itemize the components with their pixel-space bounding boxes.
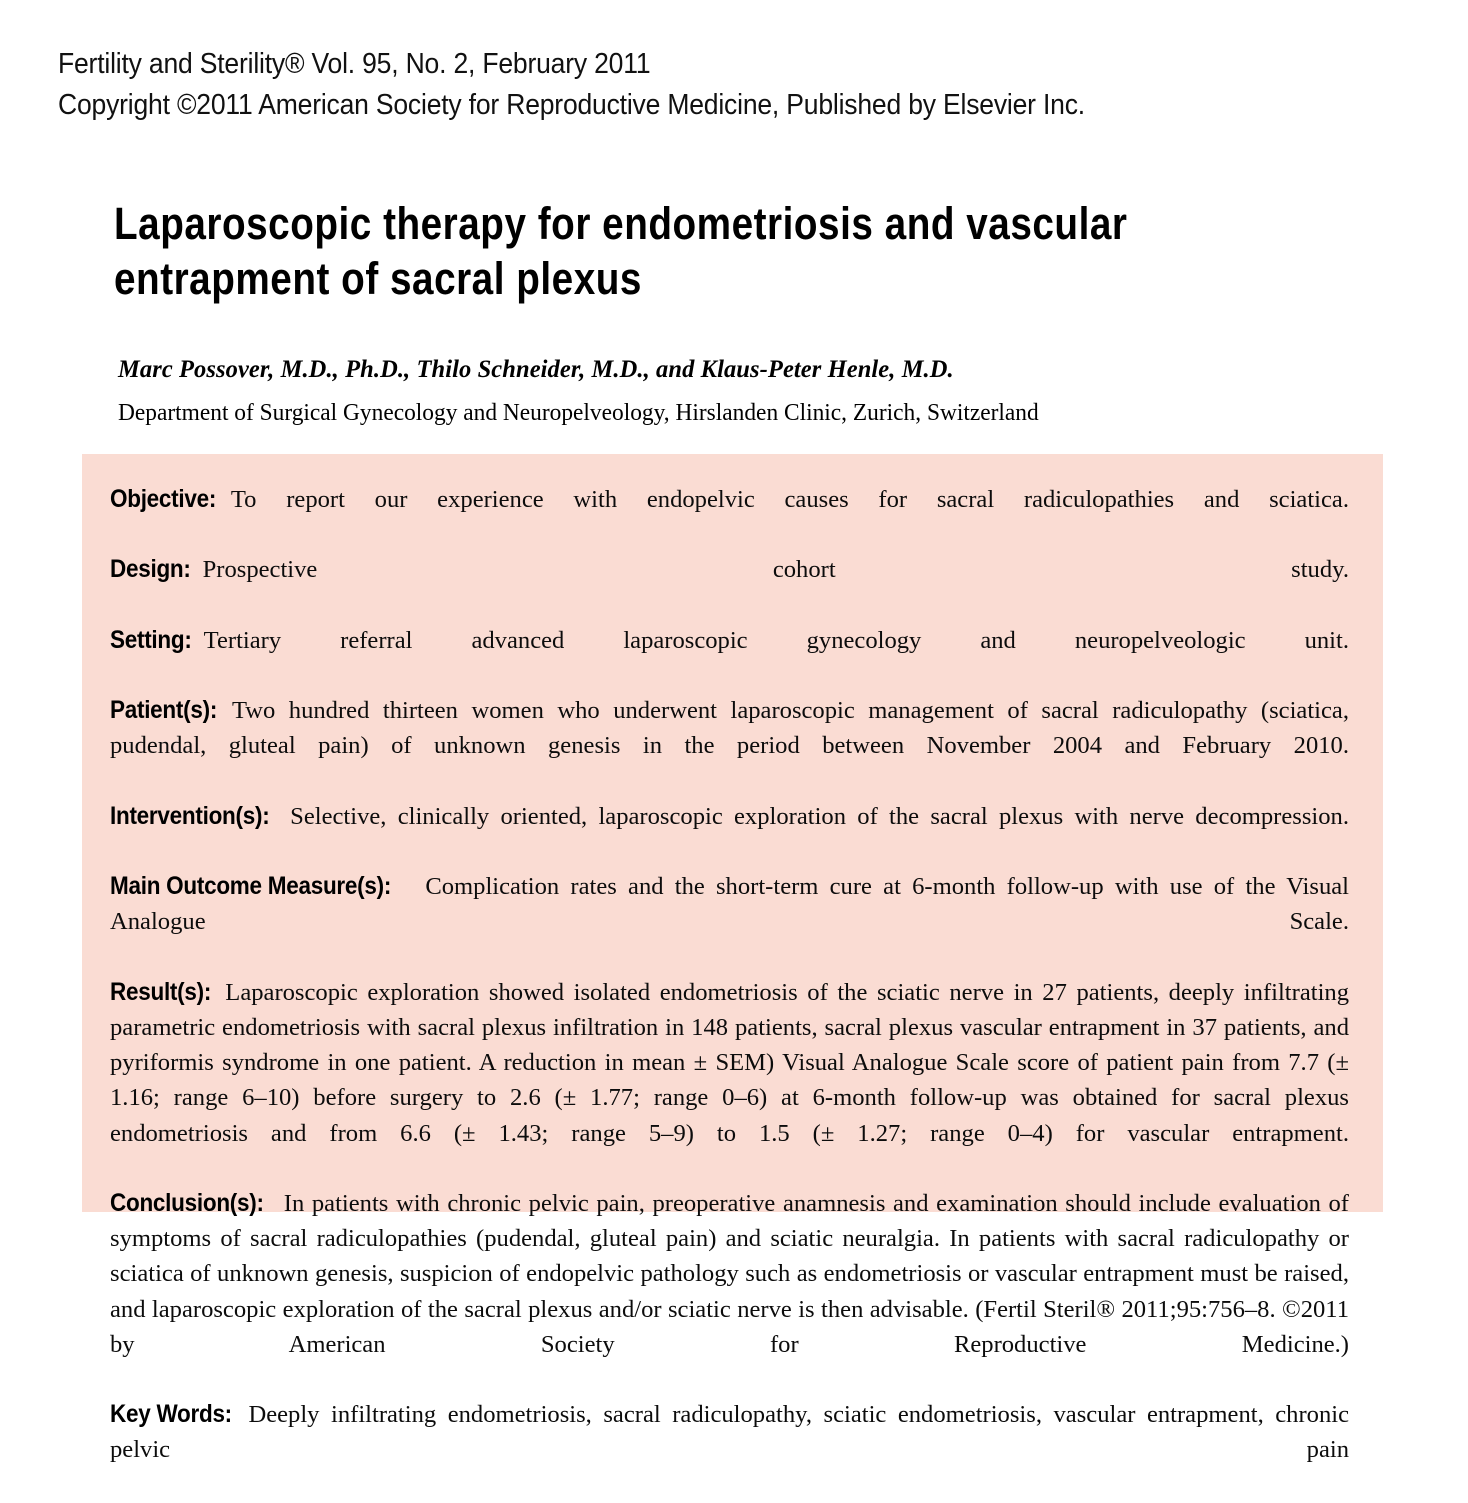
abstract-panel	[82, 454, 1383, 1464]
abstract-section-results	[110, 975, 1349, 1186]
affiliation-line: Department of Surgical Gynecology and Neuropelveology, Hirslanden Clinic, Zurich, Switzerland	[118, 399, 1039, 426]
abstract-text-interventions: Selective, clinically oriented, laparoscopic exploration of the sacral plexus with nerve decompression.	[290, 802, 1349, 830]
abstract-text-objective: To report our experience with endopelvic causes for sacral radiculopathies and sciatica.	[230, 486, 1349, 513]
abstract-label-patients: Patient(s):	[110, 696, 218, 725]
abstract-label-objective: Objective:	[110, 485, 217, 513]
author-list: Marc Possover, M.D., Ph.D., Thilo Schneider, M.D., and Klaus-Peter Henle, M.D.	[118, 354, 954, 383]
abstract-text-results: Laparoscopic exploration showed isolated endometriosis of the sciatic nerve in 27 patients, deeply infiltrating parametric endometriosis with sacral plexus infiltration in 148 patients, sacral plexus vascular entrapment in 37 patients, and pyriformis syndrome in one patient. A reduction in mean ± SEM) Visual Analogue Scale score of patient pain from 7.7 (± 1.16; range 6–10) before surgery to 2.6 (± 1.77; range 0–6) at 6-month follow-up was obtained for sacral plexus endometriosis and from 6.6 (± 1.43; range 5–9) to 1.5 (± 1.27; range 0–4) for vascular entrapment.	[110, 978, 1349, 1147]
abstract-text-patients: Two hundred thirteen women who underwent laparoscopic management of sacral radiculopathy (sciatica, pudendal, gluteal pain) of unknown genesis in the period between November 2004 and February 2010.	[110, 697, 1349, 760]
abstract-label-interventions: Intervention(s):	[110, 801, 270, 830]
abstract-text-design: Prospective cohort study.	[202, 556, 1349, 584]
masthead-copyright: Copyright ©2011 American Society for Reproductive Medicine, Published by Elsevier Inc.	[58, 89, 1085, 121]
abstract-section-conclusions	[110, 1186, 1349, 1397]
abstract-section-patients	[110, 693, 1349, 799]
journal-masthead	[58, 44, 1398, 126]
abstract-label-main-outcome-measures: Main Outcome Measure(s):	[110, 872, 392, 901]
abstract-text-keywords: Deeply infiltrating endometriosis, sacral radiculopathy, sciatic endometriosis, vascular entrapment, chronic pelvic pain	[110, 1401, 1349, 1464]
abstract-section-objective	[110, 482, 1349, 552]
abstract-label-results: Result(s):	[110, 977, 212, 1006]
abstract-section-keywords	[110, 1397, 1349, 1503]
abstract-text-setting: Tertiary referral advanced laparoscopic gynecology and neuropelveologic unit.	[203, 626, 1349, 654]
abstract-section-design	[110, 552, 1349, 622]
abstract-section-setting	[110, 623, 1349, 693]
abstract-label-setting: Setting:	[110, 625, 192, 654]
abstract-text-main-outcome-measures: Complication rates and the short-term cure at 6-month follow-up with use of the Visual Analogue Scale.	[110, 873, 1349, 936]
abstract-body	[110, 482, 1349, 1503]
abstract-text-conclusions: In patients with chronic pelvic pain, preoperative anamnesis and examination should include evaluation of symptoms of sacral radiculopathies (pudendal, gluteal pain) and sciatic neuralgia. In patients with sacral radiculopathy or sciatica of unknown genesis, suspicion of endopelvic pathology such as endometriosis or vascular entrapment must be raised, and laparoscopic exploration of the sacral plexus and/or sciatic nerve is then advisable. (Fertil Steril® 2011;95:756–8. ©2011 by American Society for Reproductive Medicine.)	[110, 1190, 1349, 1358]
abstract-section-main-outcome-measures	[110, 869, 1349, 975]
abstract-label-keywords: Key Words:	[110, 1400, 232, 1429]
page-title: Laparoscopic therapy for endometriosis and vascular entrapment of sacral plexus	[114, 198, 1128, 304]
title-block	[114, 196, 1354, 306]
abstract-label-design: Design:	[110, 555, 191, 584]
masthead-journal-issue: Fertility and Sterility® Vol. 95, No. 2, February 2011	[58, 48, 651, 80]
abstract-label-conclusions: Conclusion(s):	[110, 1189, 264, 1218]
abstract-section-interventions	[110, 799, 1349, 869]
